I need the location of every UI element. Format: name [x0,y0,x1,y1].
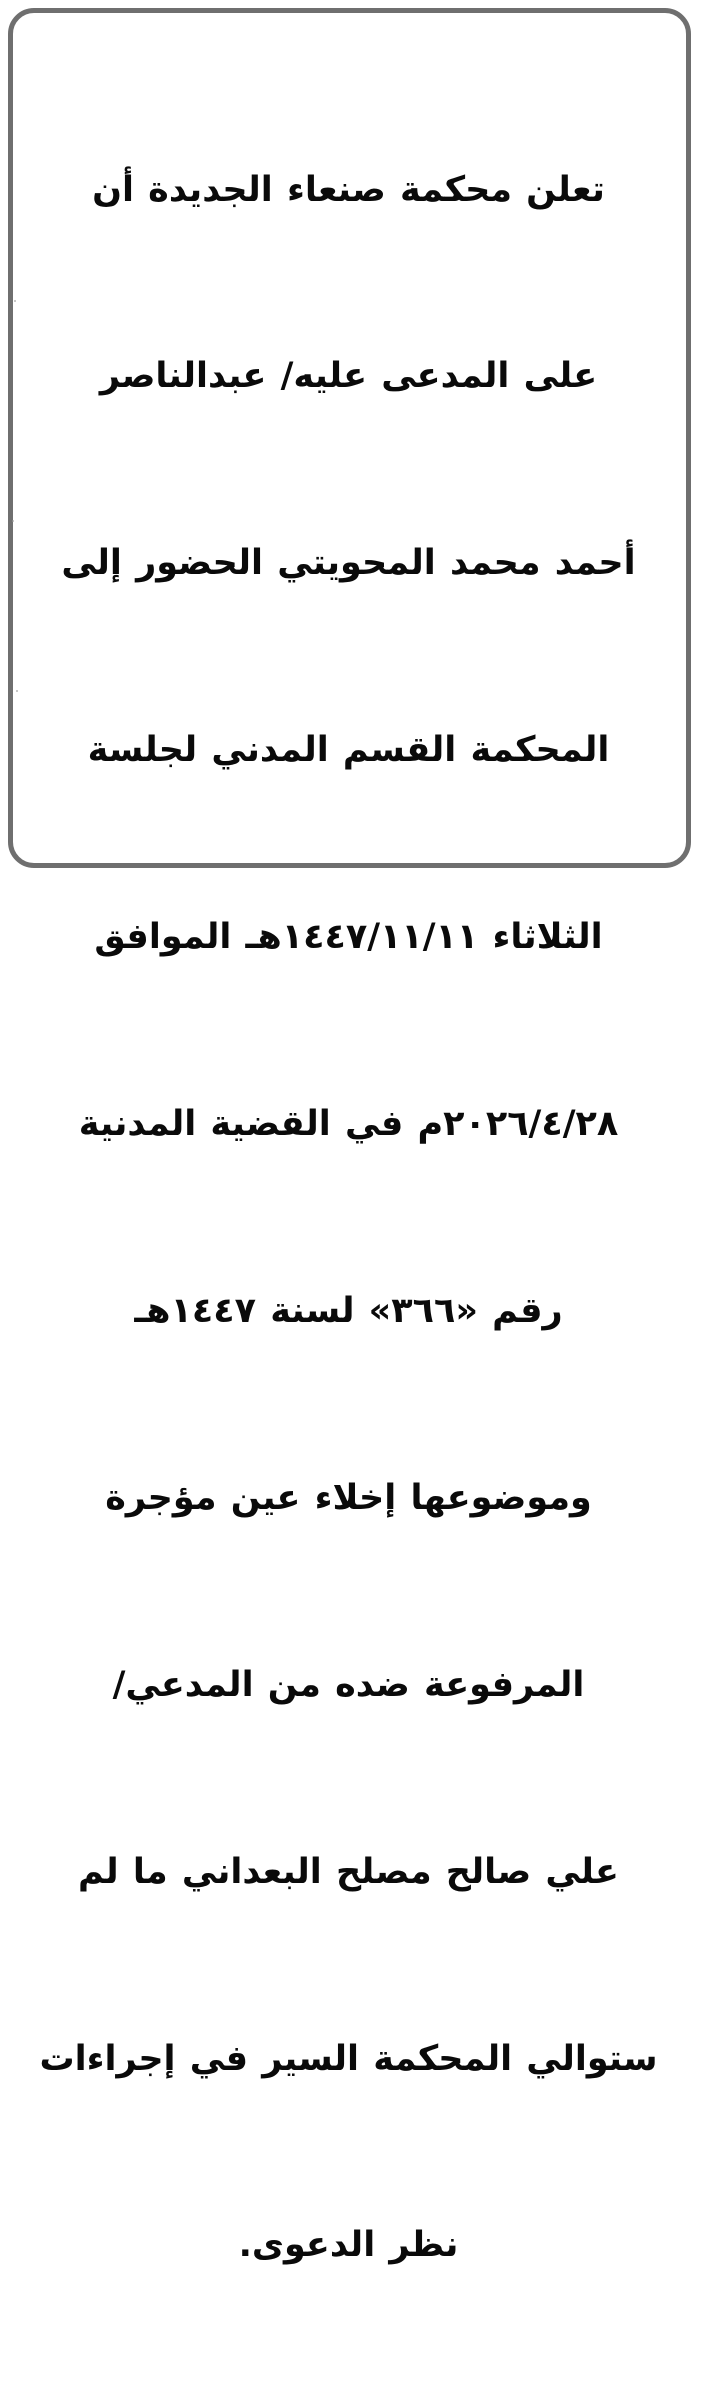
notice-line: الثلاثاء ١٤٤٧/١١/١١هـ الموافق [94,917,603,958]
scan-speckle [12,520,14,522]
scan-speckle [14,300,16,302]
notice-line: تعلن محكمة صنعاء الجديدة أن [92,169,605,210]
notice-line: ستوالي المحكمة السير في إجراءات [39,2038,658,2079]
notice-line: رقم «٣٦٦» لسنة ١٤٤٧هـ [134,1290,563,1331]
notice-line: وموضوعها إخلاء عين مؤجرة [105,1477,592,1518]
notice-line: ٢٠٢٦/٤/٢٨م في القضية المدنية [78,1104,619,1145]
notice-line: علي صالح مصلح البعداني ما لم [78,1851,619,1892]
notice-line: نظر الدعوى. [238,2225,459,2266]
scan-speckle [16,690,18,692]
notice-line: أحمد محمد المحويتي الحضور إلى [61,543,636,584]
notice-line: على المدعى عليه/ عبدالناصر [99,356,598,397]
notice-line: المرفوعة ضده من المدعي/ [112,1664,585,1705]
notice-line: المحكمة القسم المدني لجلسة [87,730,610,771]
court-notice-text [26,34,671,2266]
